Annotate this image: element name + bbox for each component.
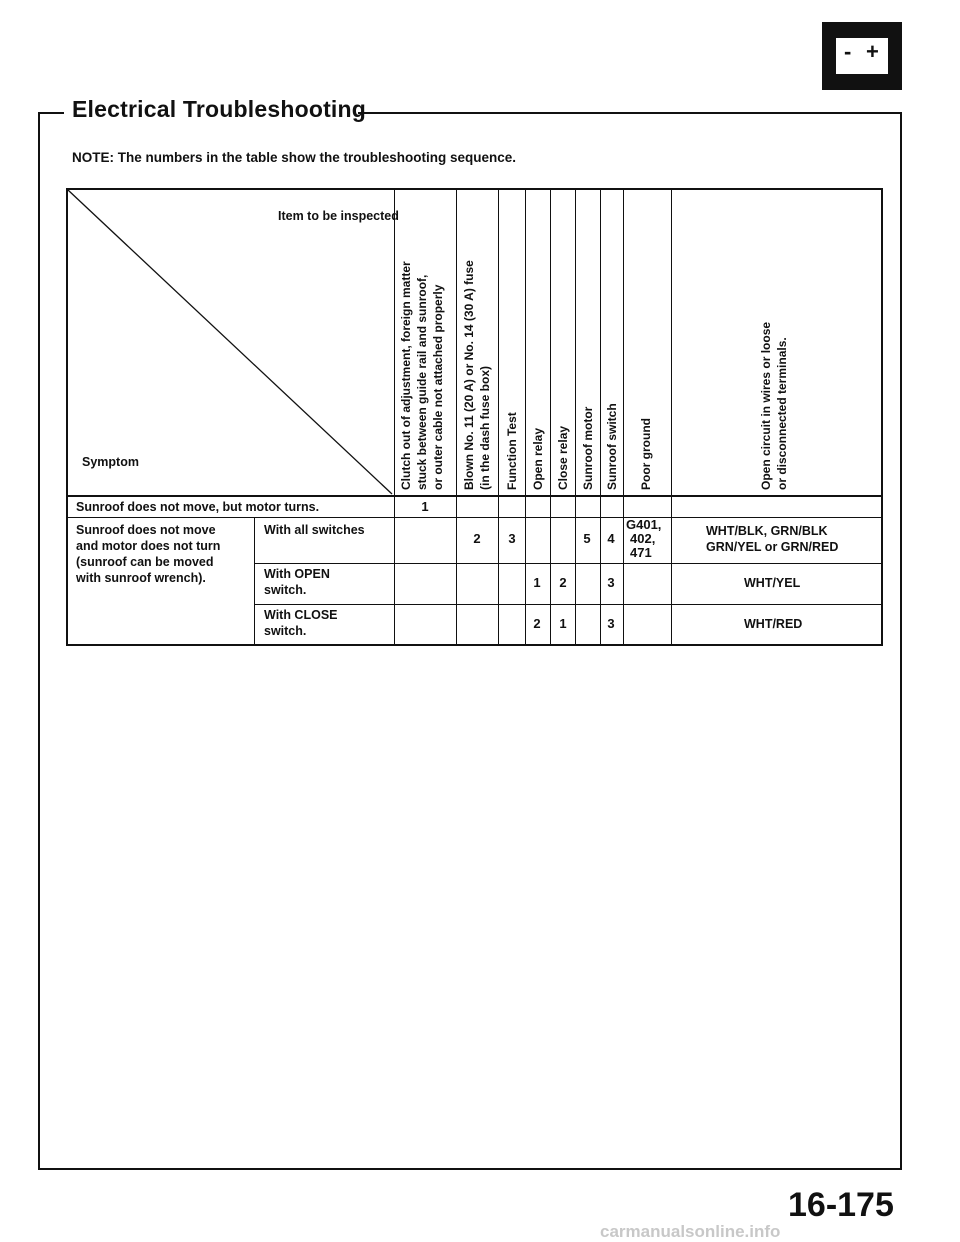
condition-divider — [254, 517, 255, 646]
row4-open-relay-value: 2 — [533, 616, 541, 631]
row2-switch-value: 4 — [607, 531, 615, 546]
plus-sign: + — [866, 39, 879, 64]
col-line-6 — [575, 188, 576, 646]
condition-all-switches: With all switches — [264, 523, 365, 537]
symptom-motor-turns: Sunroof does not move, but motor turns. — [76, 500, 320, 514]
battery-icon — [822, 22, 902, 90]
row3-wires-value: WHT/YEL — [744, 576, 801, 590]
page-number: 16-175 — [788, 1186, 894, 1224]
row2-wires-value: WHT/BLK, GRN/BLK GRN/YEL or GRN/RED — [706, 524, 839, 554]
row2-fuse-value: 2 — [473, 531, 481, 546]
col-header-fuse: Blown No. 11 (20 A) or No. 14 (30 A) fuse (in the dash fuse box) — [462, 260, 492, 490]
row2-ground-value: G401, 402, 471 — [626, 517, 662, 560]
corner-header-item: Item to be inspected — [278, 209, 399, 223]
troubleshooting-table — [66, 188, 883, 646]
row2-motor-value: 5 — [583, 531, 591, 546]
col-header-open-circuit: Open circuit in wires or loose or disconnected terminals. — [759, 321, 789, 490]
row-divider-3 — [254, 604, 883, 605]
col-line-8 — [623, 188, 624, 646]
row4-close-relay-value: 1 — [559, 616, 567, 631]
col-line-3 — [498, 188, 499, 646]
row3-close-relay-value: 2 — [559, 575, 567, 590]
col-header-close-relay: Close relay — [556, 425, 570, 490]
condition-open-switch: With OPEN switch. — [264, 567, 330, 597]
row-divider-2 — [254, 563, 883, 564]
col-header-open-relay: Open relay — [531, 427, 545, 490]
row-divider-1 — [66, 517, 883, 518]
col-line-2 — [456, 188, 457, 646]
row2-function-test-value: 3 — [508, 531, 516, 546]
page-title: Electrical Troubleshooting — [72, 96, 367, 122]
row4-wires-value: WHT/RED — [744, 617, 803, 631]
col-line-1 — [394, 188, 395, 646]
col-header-poor-ground: Poor ground — [639, 418, 653, 490]
table-border-bottom — [66, 644, 883, 646]
condition-close-switch: With CLOSE switch. — [264, 608, 338, 638]
row3-switch-value: 3 — [607, 575, 615, 590]
row4-switch-value: 3 — [607, 616, 615, 631]
col-line-5 — [550, 188, 551, 646]
watermark-text: carmanualsonline.info — [600, 1222, 781, 1241]
table-border-right — [881, 188, 883, 646]
symptom-motor-not-turn: Sunroof does not move and motor does not turn (sunroof can be moved with sunroof wrench). — [76, 523, 221, 585]
col-header-function-test: Function Test — [505, 412, 519, 490]
minus-sign: - — [844, 39, 852, 64]
corner-header-symptom: Symptom — [82, 455, 139, 469]
col-header-sunroof-motor: Sunroof motor — [581, 406, 595, 490]
col-header-sunroof-switch: Sunroof switch — [605, 403, 619, 490]
col-line-4 — [525, 188, 526, 646]
note-text: NOTE: The numbers in the table show the troubleshooting sequence. — [72, 150, 517, 165]
row3-open-relay-value: 1 — [533, 575, 541, 590]
col-header-clutch: Clutch out of adjustment, foreign matter stuck between guide rail and sunroof, or outer cable not attached properly — [399, 261, 445, 490]
corner-diagonal — [66, 188, 394, 496]
col-line-9 — [671, 188, 672, 646]
row1-clutch-value: 1 — [421, 499, 429, 514]
